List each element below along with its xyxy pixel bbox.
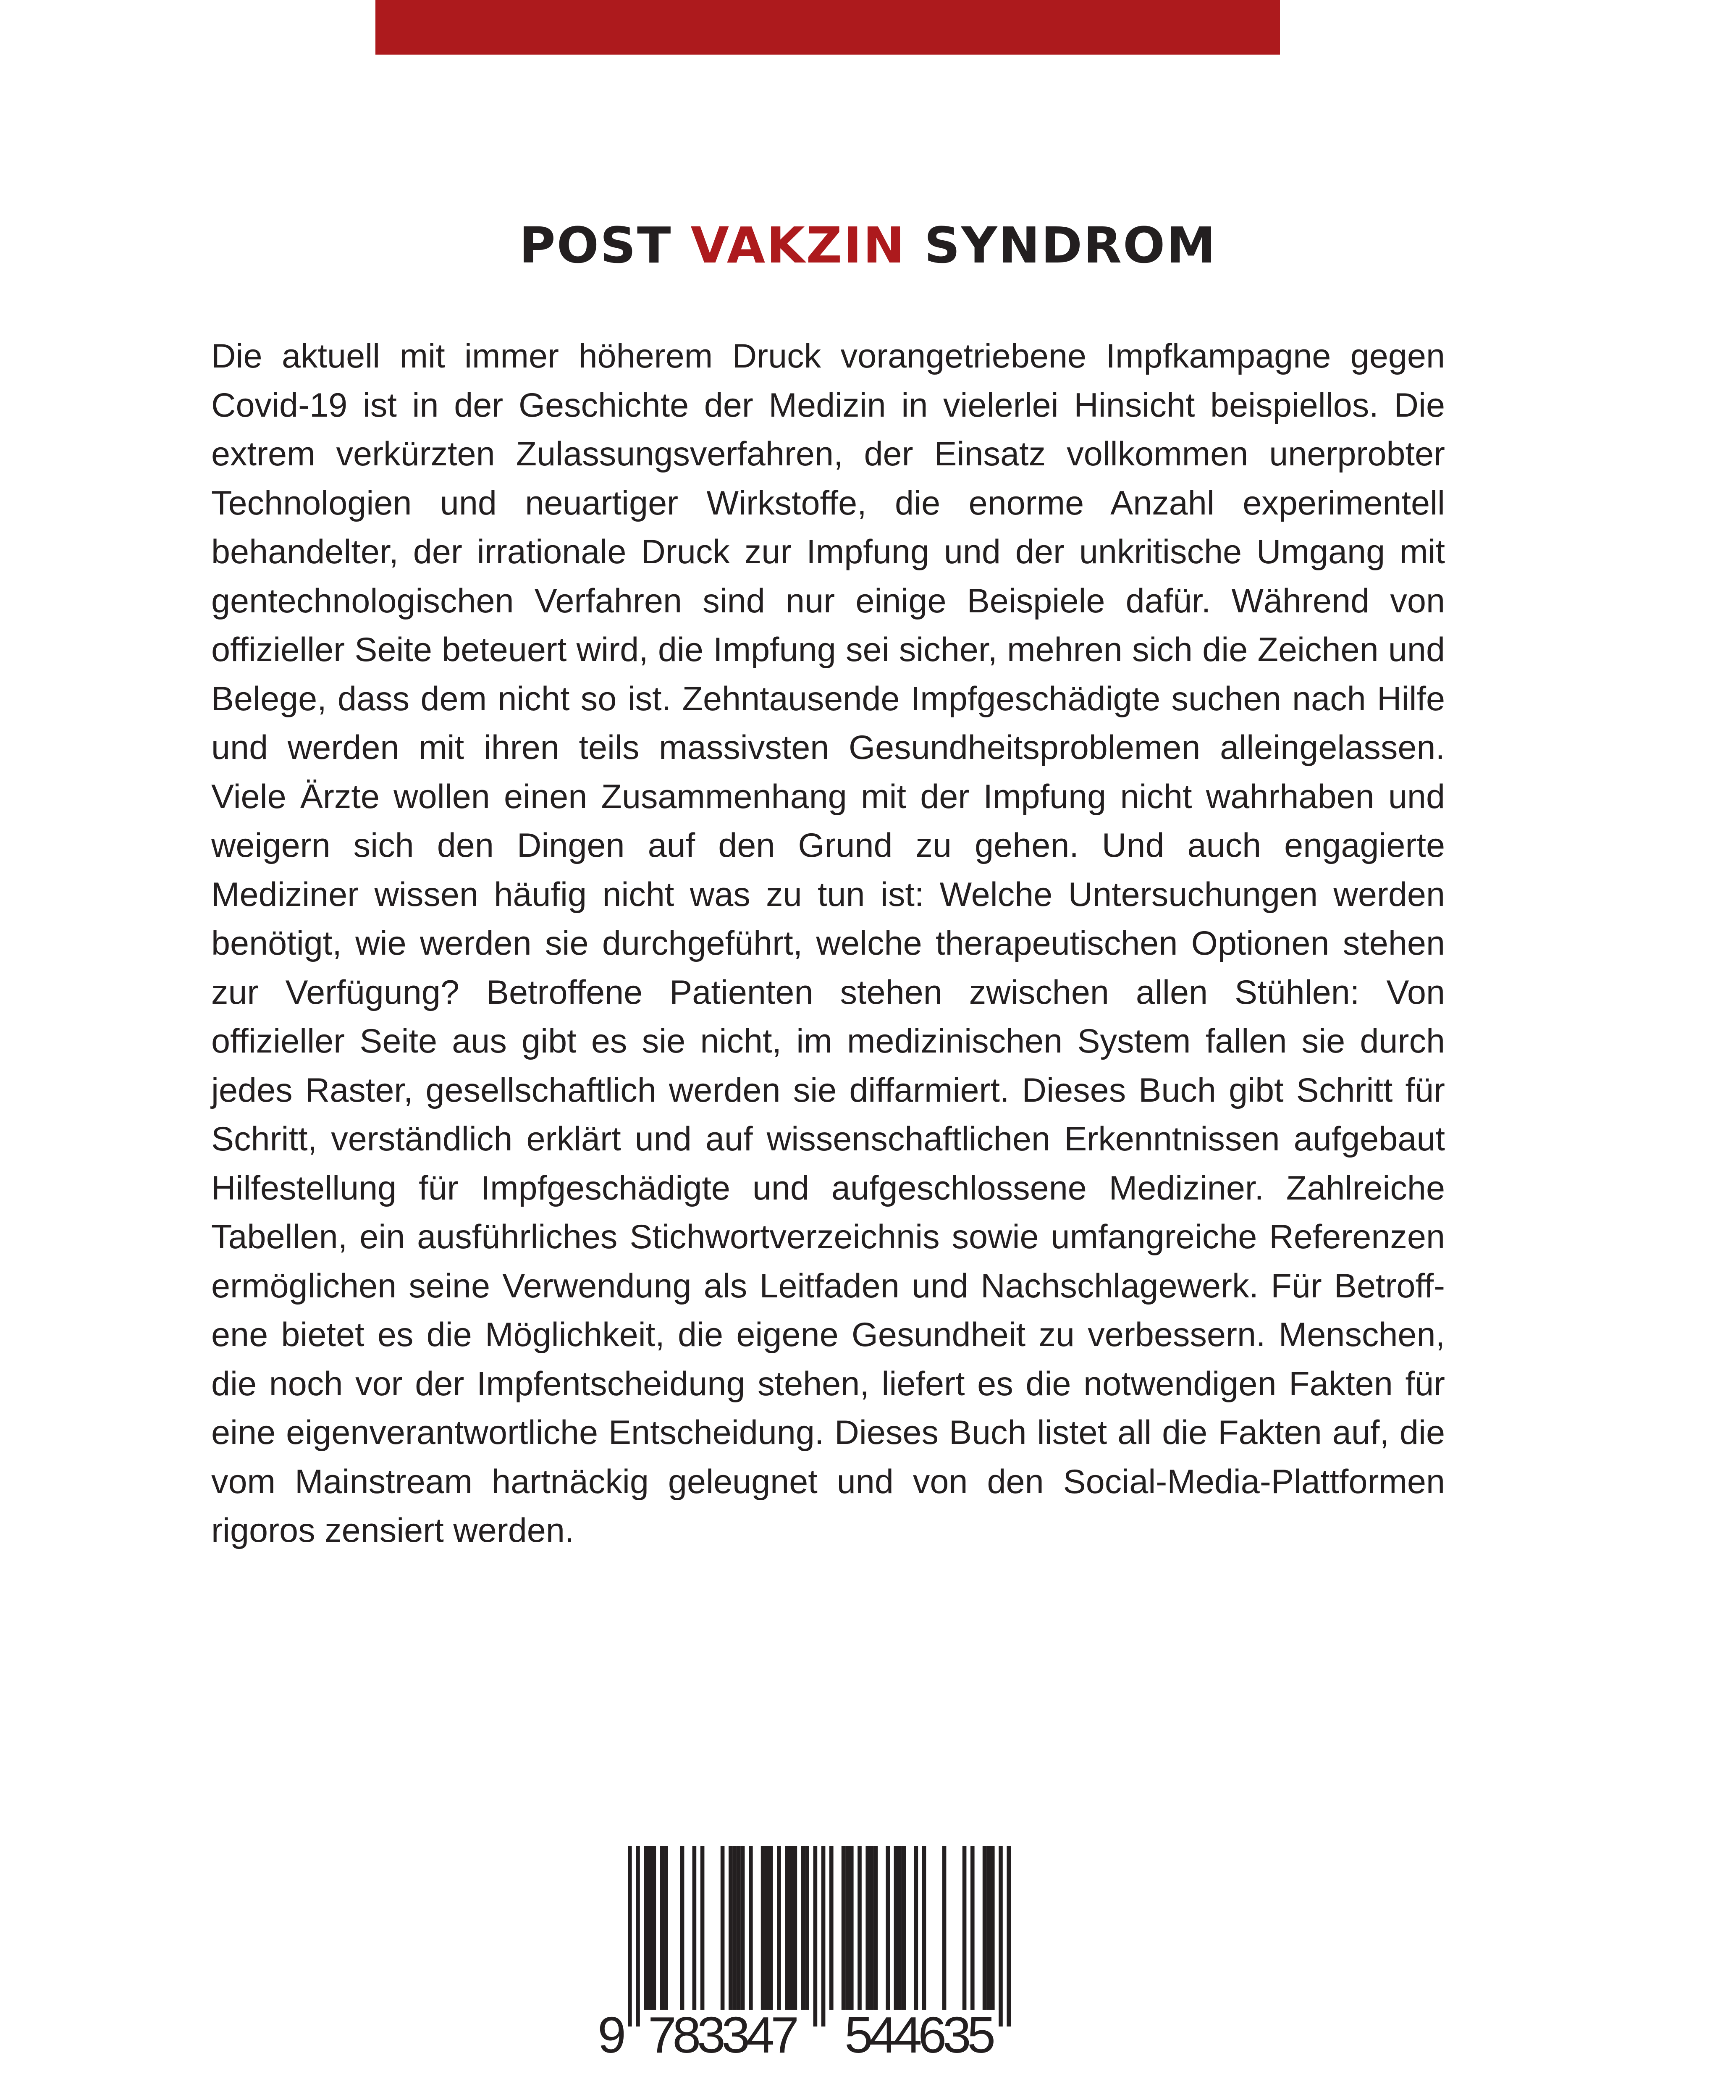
- isbn-barcode: [598, 1846, 1039, 2063]
- barcode-bar: [842, 1846, 846, 2010]
- barcode-guard-bar: [999, 1846, 1003, 2026]
- barcode-bar: [970, 1846, 975, 2010]
- barcode-bars: [628, 1846, 1011, 2026]
- barcode-bar: [761, 1846, 765, 2010]
- barcode-guard-bar: [636, 1846, 640, 2026]
- barcode-bar: [777, 1846, 781, 2010]
- top-accent-bar: [375, 0, 1280, 55]
- barcode-bar: [922, 1846, 926, 2010]
- barcode-guard-bar: [813, 1846, 818, 2026]
- barcode-bar: [652, 1846, 656, 2010]
- barcode-bar: [801, 1846, 805, 2010]
- cover-title: [0, 216, 1736, 274]
- barcode-bar: [850, 1846, 854, 2010]
- title-word-syndrom: SYNDROM: [924, 216, 1217, 274]
- barcode-bar: [914, 1846, 918, 2010]
- barcode-bar: [644, 1846, 648, 2010]
- barcode-bar: [886, 1846, 890, 2010]
- barcode-guard-bar: [821, 1846, 826, 2026]
- barcode-bar: [733, 1846, 737, 2010]
- barcode-bar: [680, 1846, 684, 2010]
- barcode-bar: [805, 1846, 809, 2010]
- blurb-text: Die aktuell mit immer höherem Druck vorangetriebene Impfkampagne gegen Covid-19 ist in der Geschichte der Medizin in vielerlei Hinsicht beispiellos. Die extrem verkürzten Zulassungsverfahren, der Einsatz vollkommen unerprobter Technologien und neuartiger Wirkstoffe, die enorme Anzahl experimentell behandelter, der irrationale Druck zur Impfung und der unkritische Umgang mit gentechnologischen Verfahren sind nur einige Beispiele dafür. Während von offizieller Seite beteuert wird, die Impfung sei sicher, mehren sich die Zeichen und Belege, dass dem nicht so ist. Zehntausende Impfgeschädigte suchen nach Hilfe und werden mit ihren teils massivsten Gesundheitsproblemen alleingelassen. Viele Ärzte wollen einen Zusammenhang mit der Impfung nicht wahrhaben und weigern sich den Dingen auf den Grund zu gehen. Und auch engagierte Mediziner wissen häufig nicht was zu tun ist: Welche Untersuchungen werden benötigt, wie werden sie durchgeführt, welche therapeutischen Optionen stehen zur Verfügung? Betroffene Patienten stehen zwischen allen Stühlen: Von offizieller Seite aus gibt es sie nicht, im medizinischen System fallen sie durch jedes Raster, gesellschaftlich werden sie diffarmiert. Dieses Buch gibt Schritt für Schritt, verständlich erklärt und auf wissenschaftlichen Erkenntnissen aufgebaut Hilfestellung für Impfgeschädigte und aufgeschlossene Mediziner. Zahlreiche Tabellen, ein ausführliches Stichwortverzeichnis sowie umfangreiche Referenzen ermöglichen seine Verwendung als Leitfaden und Nachschlagewerk. Für Betroff-ene bietet es die Möglichkeit, die eigene Gesundheit zu verbessern. Menschen, die noch vor der Impfentscheidung stehen, liefert es die notwendigen Fakten für eine eigenverantwortliche Entscheidung. Dieses Buch listet all die Fakten auf, die vom Mainstream hartnäckig geleugnet und von den Social-Media-Plattformen rigoros zensiert werden.: [211, 337, 1445, 1549]
- barcode-bar: [648, 1846, 652, 2010]
- barcode-bar: [829, 1846, 834, 2010]
- barcode-bar: [660, 1846, 664, 2010]
- barcode-bar: [692, 1846, 697, 2010]
- barcode-bar: [986, 1846, 991, 2010]
- barcode-bar: [902, 1846, 906, 2010]
- barcode-bar: [729, 1846, 733, 2010]
- barcode-bar: [741, 1846, 745, 2010]
- barcode-bar: [870, 1846, 874, 2010]
- barcode-bar: [894, 1846, 898, 2010]
- barcode-bar: [789, 1846, 793, 2010]
- barcode-bar: [983, 1846, 987, 2010]
- barcode-bar: [737, 1846, 741, 2010]
- title-word-post: POST: [519, 216, 672, 274]
- barcode-bar: [858, 1846, 862, 2010]
- barcode-guard-bar: [1007, 1846, 1011, 2026]
- barcode-bar: [845, 1846, 850, 2010]
- barcode-bar: [721, 1846, 725, 2010]
- barcode-bar: [962, 1846, 967, 2010]
- barcode-bar: [865, 1846, 870, 2010]
- barcode-left-digits: 783347: [648, 2006, 799, 2063]
- barcode-bar: [785, 1846, 789, 2010]
- barcode-bar: [898, 1846, 902, 2010]
- barcode-bar: [664, 1846, 668, 2010]
- barcode-bar: [874, 1846, 878, 2010]
- barcode-bar: [765, 1846, 769, 2010]
- barcode-guard-bar: [628, 1846, 632, 2026]
- barcode-bar: [942, 1846, 947, 2010]
- barcode-bar: [991, 1846, 995, 2010]
- barcode-bar: [793, 1846, 797, 2010]
- barcode-right-digits: 544635: [844, 2006, 996, 2063]
- title-word-vakzin: VAKZIN: [690, 216, 906, 274]
- barcode-bar: [749, 1846, 753, 2010]
- barcode-bar: [769, 1846, 773, 2010]
- barcode-bar: [700, 1846, 705, 2010]
- barcode-first-digit: 9: [598, 2006, 626, 2063]
